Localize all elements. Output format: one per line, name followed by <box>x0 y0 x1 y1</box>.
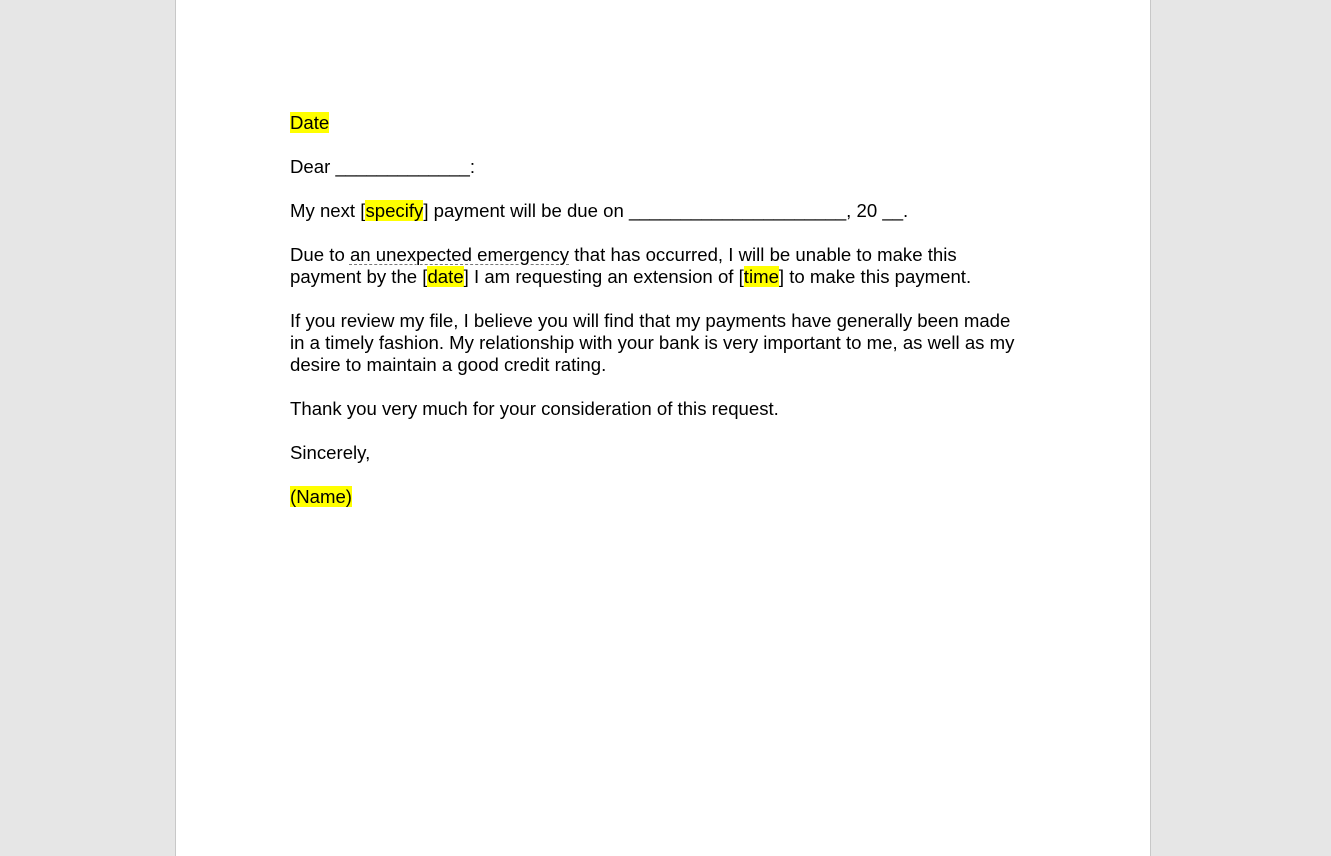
text-run: that has occurred, I will be unable to make this <box>569 244 957 265</box>
text-run: Due to <box>290 244 350 265</box>
year-blank: __ <box>882 200 904 221</box>
text-run: ] I am requesting an extension of [ <box>463 266 744 287</box>
time-placeholder: time <box>743 266 779 287</box>
paragraph-thanks: Thank you very much for your consideration of this request. <box>290 398 779 419</box>
text-line: in a timely fashion. My relationship with your bank is very important to me, as well as my <box>290 332 1015 353</box>
paragraph-extension-request <box>290 244 1050 288</box>
salutation-blank: _____________ <box>335 156 470 177</box>
document-page[interactable] <box>175 0 1151 856</box>
paragraph-payment-history <box>290 310 1050 376</box>
paragraph-payment-due <box>290 200 1050 222</box>
date-inline-placeholder: date <box>427 266 464 287</box>
grammar-flagged-phrase[interactable]: an unexpected emergency <box>349 244 570 265</box>
signature-line <box>290 486 1050 508</box>
text-run: . <box>903 200 909 221</box>
text-run: ] payment will be due on <box>423 200 629 221</box>
closing: Sincerely, <box>290 442 371 463</box>
text-run: , 20 <box>846 200 883 221</box>
text-line: desire to maintain a good credit rating. <box>290 354 607 375</box>
salutation-prefix: Dear <box>290 156 336 177</box>
date-placeholder: Date <box>290 112 330 133</box>
text-run: payment by the [ <box>290 266 428 287</box>
date-line <box>290 112 1050 134</box>
name-placeholder: (Name) <box>290 486 352 507</box>
salutation-suffix: : <box>469 156 476 177</box>
salutation <box>290 156 1050 178</box>
text-run: My next [ <box>290 200 366 221</box>
text-line: If you review my file, I believe you will find that my payments have generally been made <box>290 310 1011 331</box>
text-run: ] to make this payment. <box>778 266 972 287</box>
specify-placeholder: specify <box>365 200 424 221</box>
letter-body[interactable] <box>290 112 1050 530</box>
due-date-blank: _____________________ <box>629 200 847 221</box>
